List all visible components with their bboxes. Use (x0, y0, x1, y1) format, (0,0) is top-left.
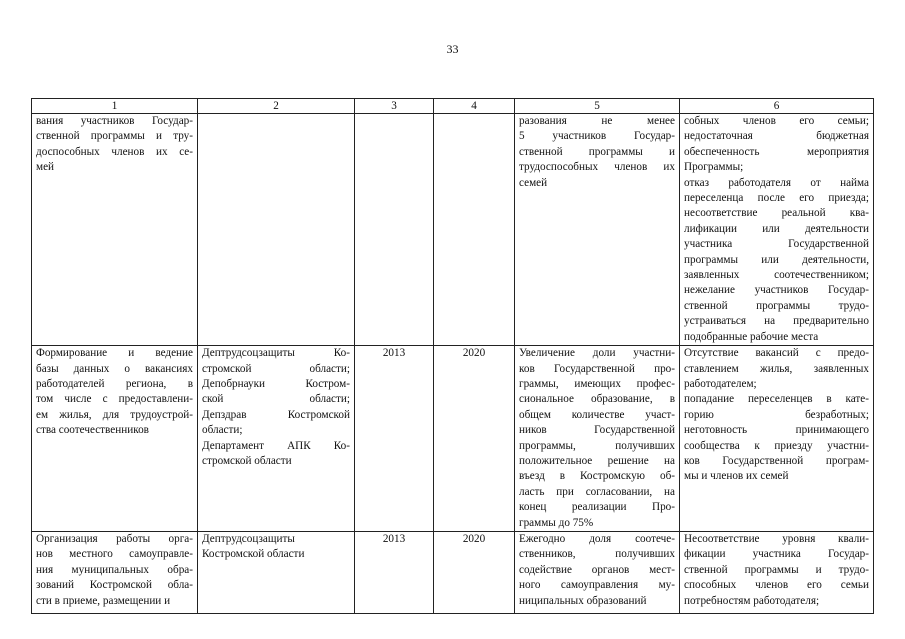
cell-text-line: доспособных членов их се- (36, 145, 193, 158)
cell-text-line: горию безработных; (684, 408, 869, 421)
cell-text-line: ства соотечественников (36, 424, 149, 437)
table-row (32, 346, 874, 532)
cell-text-line: Программы; (684, 161, 744, 174)
cell-text-line: участника Государственной (684, 238, 869, 251)
cell-text-line: потребностям работодателя; (684, 594, 820, 607)
cell-text-line: Увеличение доли участни- (519, 347, 675, 360)
cell-text-line: переселенца после его приезда; (684, 192, 869, 205)
cell-text-line: ласть при согласовании, на (519, 485, 675, 498)
column-header-6: 6 (680, 99, 874, 114)
table-cell-col-5 (515, 531, 680, 613)
cell-text-line: граммы до 75% (519, 516, 594, 529)
cell-text-line: семей (519, 176, 548, 189)
cell-text-line: ственной программы и (519, 145, 675, 158)
cell-text-line: неготовность принимающего (684, 424, 869, 437)
cell-text-line: Дептрудсоцзащиты Ко- (202, 347, 350, 360)
cell-text-line: Несоответствие уровня квали- (684, 532, 869, 545)
cell-text-line: стромской области (202, 454, 292, 467)
table-cell-col-3: 2013 (355, 531, 434, 613)
cell-text-line: Ежегодно доля соотече- (519, 532, 675, 545)
table-cell-col-5 (515, 346, 680, 532)
table-cell-col-2 (198, 114, 355, 346)
table-cell-col-4 (434, 114, 515, 346)
cell-text-line: недостаточная бюджетная (684, 130, 869, 143)
cell-text-line: ков Государственной про- (519, 362, 675, 375)
cell-text-line: собных членов его семьи; (684, 115, 869, 127)
column-header-3: 3 (355, 99, 434, 114)
cell-text-line: трудоспособных членов их (519, 161, 675, 174)
cell-text-line: въезд в Костромскую об- (519, 470, 675, 483)
cell-text-line: положительное решение на (519, 454, 675, 467)
table-row (32, 531, 874, 613)
cell-text-line: Формирование и ведение (36, 347, 193, 360)
cell-text-line: несоответствие реальной ква- (684, 207, 869, 220)
cell-text-line: ков Государственной програм- (684, 454, 869, 467)
column-number-row (32, 99, 874, 114)
column-header-2: 2 (198, 99, 355, 114)
table-cell-col-6 (680, 346, 874, 532)
cell-text-line: устраиваться на предварительно (684, 315, 869, 328)
cell-text-line: вания участников Государ- (36, 115, 193, 127)
cell-text-line: ния муниципальных обра- (36, 563, 193, 576)
cell-text-line: ного самоуправления му- (519, 579, 675, 592)
cell-text-line: работодателем; (684, 377, 757, 390)
cell-text-line: подобранные рабочие места (684, 330, 819, 343)
cell-text-line: базы данных о вакансиях (36, 362, 193, 375)
table-cell-col-6 (680, 531, 874, 613)
cell-text-line: работодателей региона, в (36, 377, 193, 390)
cell-text-line: мы и членов их семей (684, 470, 789, 483)
cell-text-line: ственной программы и трудо- (684, 563, 869, 576)
table-cell-col-1 (32, 114, 198, 346)
cell-text-line: Организация работы орга- (36, 532, 193, 545)
column-header-5: 5 (515, 99, 680, 114)
cell-text-line: стромской области; (202, 362, 350, 375)
table-cell-col-1 (32, 346, 198, 532)
column-header-1: 1 (32, 99, 198, 114)
cell-text-line: конец реализации Про- (519, 501, 675, 514)
cell-text-line: сти в приеме, размещении и (36, 594, 171, 607)
cell-text-line: отказ работодателя от найма (684, 176, 869, 189)
cell-text-line: Отсутствие вакансий с предо- (684, 347, 869, 360)
cell-text-line: фикации участника Государ- (684, 548, 869, 561)
program-activities-table (31, 98, 874, 614)
cell-text-line: Депобрнауки Костром- (202, 377, 350, 390)
cell-text-line: попадание переселенцев в кате- (684, 393, 869, 406)
cell-text-line: ниципальных образований (519, 594, 647, 607)
table-cell-col-2 (198, 346, 355, 532)
table-cell-col-4: 2020 (434, 531, 515, 613)
cell-text-line: ской области; (202, 393, 350, 406)
cell-text-line: граммы, имеющих профес- (519, 377, 675, 390)
cell-text-line: содействие органов мест- (519, 563, 675, 576)
table-cell-col-4: 2020 (434, 346, 515, 532)
cell-text-line: программы, получивших (519, 439, 675, 452)
cell-text-line: нов местного самоуправле- (36, 548, 193, 561)
cell-text-line: ников Государственной (519, 424, 675, 437)
cell-text-line: Дептрудсоцзащиты (202, 532, 295, 545)
cell-text-line: разования не менее (519, 115, 675, 127)
cell-text-line: ставлением жилья, заявленных (684, 362, 869, 375)
cell-text-line: 5 участников Государ- (519, 130, 675, 143)
cell-text-line: способных членов его семьи (684, 579, 869, 592)
cell-text-line: ственной программы трудо- (684, 299, 869, 312)
cell-text-line: области; (202, 424, 243, 437)
page-number: 33 (446, 42, 459, 56)
cell-text-line: лификации или деятельности (684, 222, 869, 235)
cell-text-line: программы или деятельности, (684, 253, 869, 266)
cell-text-line: мей (36, 161, 55, 174)
cell-text-line: заявленных соотечественником; (684, 269, 869, 282)
cell-text-line: сиональное образование, в (519, 393, 675, 406)
table-cell-col-1 (32, 531, 198, 613)
column-header-4: 4 (434, 99, 515, 114)
cell-text-line: ственной программы и тру- (36, 130, 193, 143)
cell-text-line: нежелание участников Государ- (684, 284, 869, 297)
cell-text-line: ем жилья, для трудоустрой- (36, 408, 193, 421)
cell-text-line: Депздрав Костромской (202, 408, 350, 421)
table-cell-col-5 (515, 114, 680, 346)
cell-text-line: обеспеченность мероприятия (684, 145, 869, 158)
cell-text-line: том числе с предоставлени- (36, 393, 193, 406)
cell-text-line: сообщества к приезду участни- (684, 439, 869, 452)
table-cell-col-3: 2013 (355, 346, 434, 532)
cell-text-line: Департамент АПК Ко- (202, 439, 350, 452)
cell-text-line: зований Костромской обла- (36, 579, 193, 592)
table-cell-col-6 (680, 114, 874, 346)
cell-text-line: ственников, получивших (519, 548, 675, 561)
table-cell-col-3 (355, 114, 434, 346)
table-row (32, 114, 874, 346)
cell-text-line: Костромской области (202, 548, 305, 561)
cell-text-line: общем количестве участ- (519, 408, 675, 421)
table-cell-col-2 (198, 531, 355, 613)
